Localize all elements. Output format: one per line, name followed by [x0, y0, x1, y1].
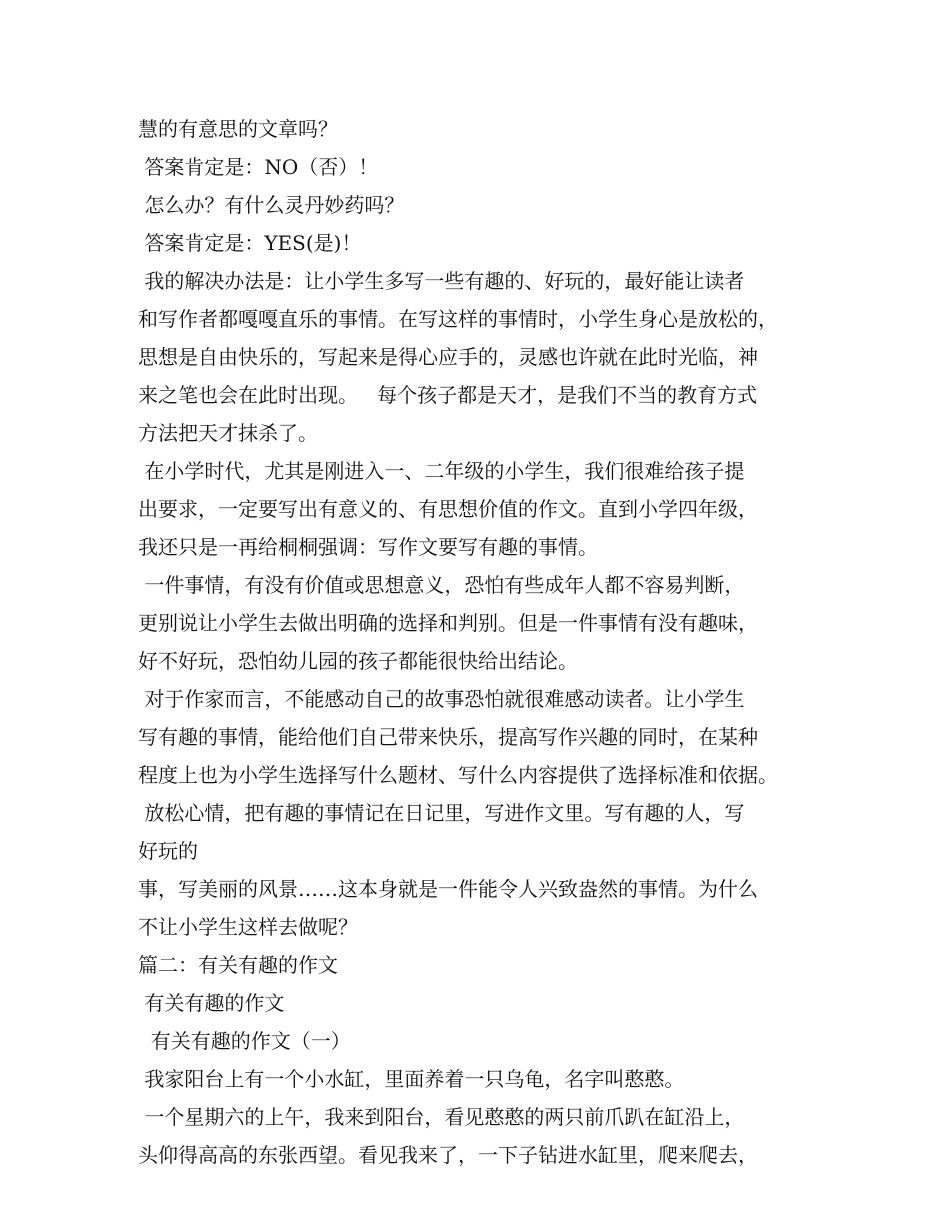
text-line: 方法把天才抹杀了。 [138, 421, 318, 445]
text-line: 不让小学生这样去做呢？ [138, 915, 358, 939]
text-line: 事，写美丽的风景……这本身就是一件能令人兴致盎然的事情。为什么 [138, 877, 758, 901]
text-line: 程度上也为小学生选择写什么题材、写什么内容提供了选择标准和依据。 [138, 763, 778, 787]
text-line: 答案肯定是：NO（否）！ [138, 155, 379, 179]
text-line: 我的解决办法是：让小学生多写一些有趣的、好玩的，最好能让读者 [138, 269, 745, 293]
text-line: 思想是自由快乐的，写起来是得心应手的，灵感也许就在此时光临，神 [138, 345, 758, 369]
text-line: 篇二：有关有趣的作文 [138, 953, 338, 977]
text-line: 我还只是一再给桐桐强调：写作文要写有趣的事情。 [138, 535, 598, 559]
text-line: 和写作者都嘎嘎直乐的事情。在写这样的事情时，小学生身心是放松的， [138, 307, 778, 331]
text-line: 一个星期六的上午，我来到阳台，看见憨憨的两只前爪趴在缸沿上， [138, 1105, 745, 1129]
document-body [138, 110, 838, 1174]
text-line: 来之笔也会在此时出现。 每个孩子都是天才，是我们不当的教育方式 [138, 383, 758, 407]
text-line: 放松心情，把有趣的事情记在日记里，写进作文里。写有趣的人，写 [138, 801, 745, 825]
text-line: 写有趣的事情，能给他们自己带来快乐，提高写作兴趣的同时，在某种 [138, 725, 758, 749]
text-line: 慧的有意思的文章吗？ [138, 117, 338, 141]
text-line: 一件事情，有没有价值或思想意义，恐怕有些成年人都不容易判断， [138, 573, 745, 597]
text-line: 头仰得高高的东张西望。看见我来了，一下子钻进水缸里，爬来爬去， [138, 1143, 758, 1167]
text-line: 我家阳台上有一个小水缸，里面养着一只乌龟，名字叫憨憨。 [138, 1067, 685, 1091]
text-line: 好玩的 [138, 839, 198, 863]
text-line: 有关有趣的作文（一） [138, 1029, 351, 1053]
text-line: 有关有趣的作文 [138, 991, 285, 1015]
text-line: 在小学时代，尤其是刚进入一、二年级的小学生，我们很难给孩子提 [138, 459, 745, 483]
text-line: 对于作家而言，不能感动自己的故事恐怕就很难感动读者。让小学生 [138, 687, 745, 711]
text-line: 怎么办？有什么灵丹妙药吗？ [138, 193, 405, 217]
text-line: 好不好玩，恐怕幼儿园的孩子都能很快给出结论。 [138, 649, 578, 673]
text-line: 答案肯定是：YES(是)！ [138, 231, 362, 255]
text-line: 出要求，一定要写出有意义的、有思想价值的作文。直到小学四年级， [138, 497, 758, 521]
text-line: 更别说让小学生去做出明确的选择和判别。但是一件事情有没有趣味， [138, 611, 758, 635]
